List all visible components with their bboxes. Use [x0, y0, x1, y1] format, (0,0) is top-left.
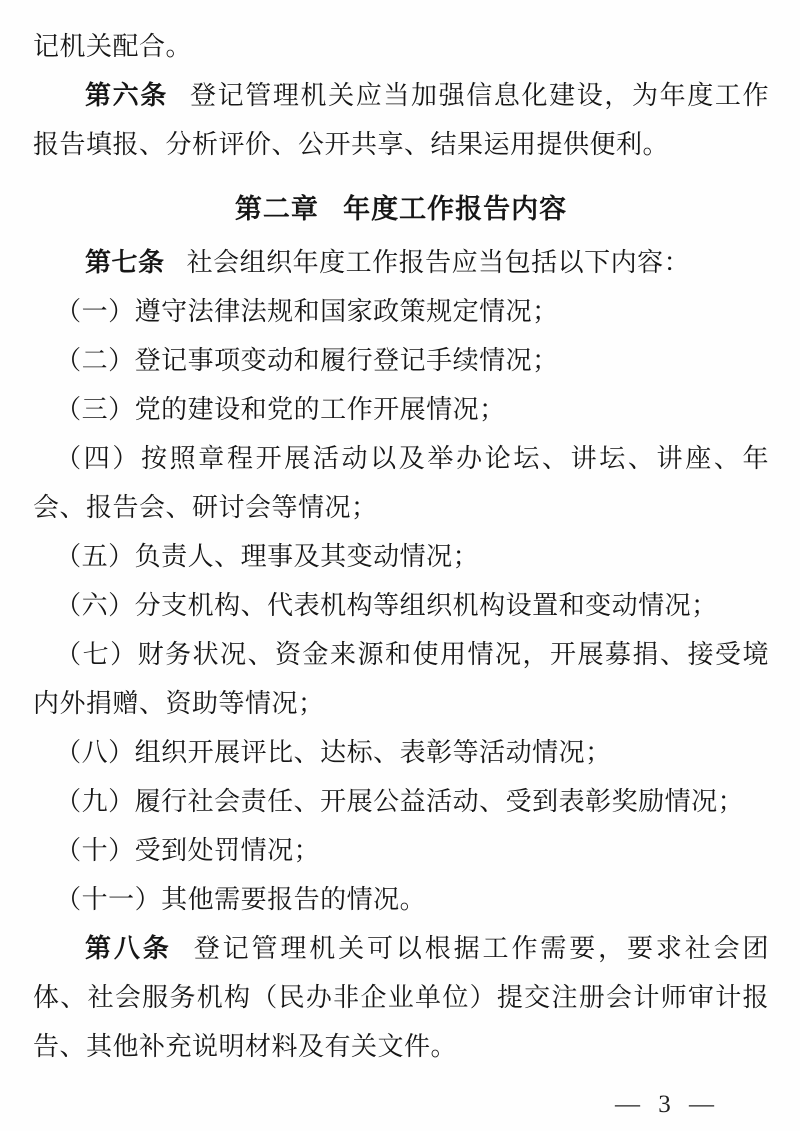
report-item-11: （十一）其他需要报告的情况。	[55, 885, 427, 914]
document-body	[33, 22, 769, 1071]
report-item-9: （九）履行社会责任、开展公益活动、受到表彰奖励情况；	[55, 787, 745, 816]
chapter-number: 第二章	[234, 194, 319, 224]
article-6-paragraph	[33, 71, 769, 169]
report-item-2: （二）登记事项变动和履行登记手续情况；	[55, 346, 559, 375]
report-item-3: （三）党的建设和党的工作开展情况；	[55, 395, 506, 424]
article-8-label: 第八条	[85, 933, 172, 963]
article-6-text: 登记管理机关应当加强信息化建设，为年度工作报告填报、分析评价、公开共享、结果运用提供便利。	[33, 81, 769, 159]
article-7-label: 第七条	[85, 247, 165, 277]
page-number: — 3 —	[615, 1091, 720, 1118]
article-6-label: 第六条	[85, 80, 168, 110]
article-8-paragraph	[33, 924, 769, 1071]
report-item-6: （六）分支机构、代表机构等组织机构设置和变动情况；	[55, 591, 718, 620]
report-item-1: （一）遵守法律法规和国家政策规定情况；	[55, 297, 559, 326]
article-7-paragraph	[33, 238, 769, 287]
chapter-title: 年度工作报告内容	[343, 194, 568, 224]
report-item-8: （八）组织开展评比、达标、表彰等活动情况；	[55, 738, 612, 767]
report-item-10: （十）受到处罚情况；	[55, 836, 321, 865]
chapter-heading	[33, 185, 769, 234]
report-item-7: （七）财务状况、资金来源和使用情况，开展募捐、接受境内外捐赠、资助等情况；	[33, 640, 769, 718]
report-item-5: （五）负责人、理事及其变动情况；	[55, 542, 480, 571]
article-7-text: 社会组织年度工作报告应当包括以下内容：	[186, 248, 691, 277]
continuation-line: 记机关配合。	[33, 32, 193, 61]
article-8-text: 登记管理机关可以根据工作需要，要求社会团体、社会服务机构（民办非企业单位）提交注册会计师审计报告、其他补充说明材料及有关文件。	[33, 934, 769, 1061]
report-item-4: （四）按照章程开展活动以及举办论坛、讲坛、讲座、年会、报告会、研讨会等情况；	[33, 444, 769, 522]
